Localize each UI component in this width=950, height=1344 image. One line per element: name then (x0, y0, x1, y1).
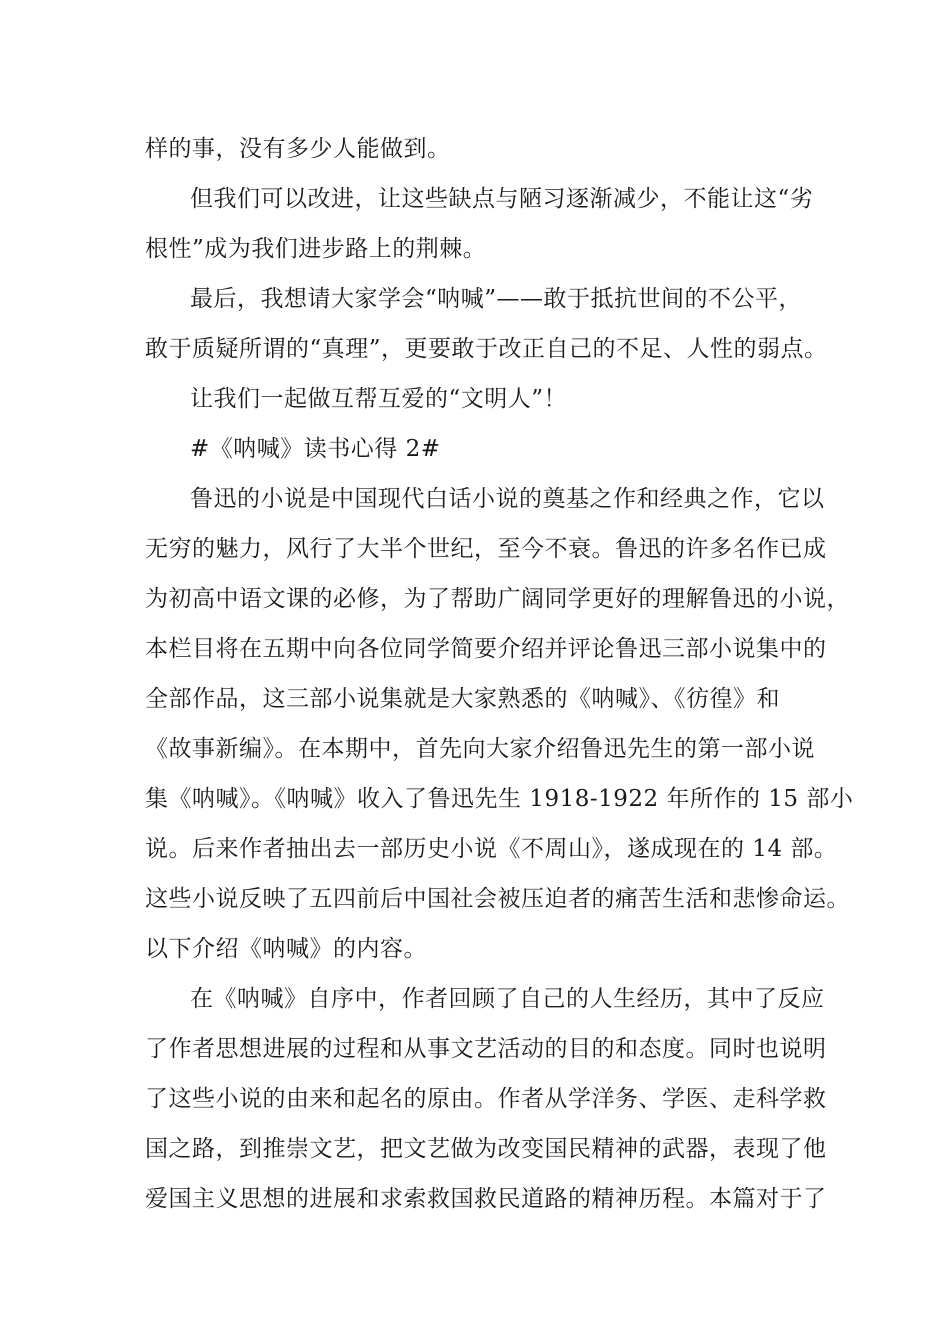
text-line: 了这些小说的由来和起名的原由。作者从学洋务、学医、走科学救 (145, 1086, 827, 1112)
text-line: 无穷的魅力，风行了大半个世纪，至今不衰。鲁迅的许多名作已成 (145, 536, 827, 562)
text-line: 为初高中语文课的必修，为了帮助广阔同学更好的理解鲁迅的小说， (145, 586, 850, 612)
text-line: 根性”成为我们进步路上的荆棘。 (145, 236, 487, 262)
paragraph-start-line: 最后，我想请大家学会“呐喊”——敢于抵抗世间的不公平， (190, 286, 803, 312)
paragraph-start-line: 在《呐喊》自序中，作者回顾了自己的人生经历，其中了反应 (190, 986, 825, 1012)
text-line: 敢于质疑所谓的“真理”，更要敢于改正自己的不足、人性的弱点。 (145, 336, 828, 362)
text-line: 说。后来作者抽出去一部历史小说《不周山》，遂成现在的 14 部。 (145, 836, 838, 862)
paragraph-start-line: 但我们可以改进，让这些缺点与陋习逐渐减少，不能让这“劣 (190, 186, 814, 212)
text-line: 国之路，到推崇文艺，把文艺做为改变国民精神的武器，表现了他 (145, 1136, 827, 1162)
text-line: 《故事新编》。在本期中，首先向大家介绍鲁迅先生的第一部小说 (145, 736, 815, 762)
text-line: 本栏目将在五期中向各位同学简要介绍并评论鲁迅三部小说集中的 (145, 636, 827, 662)
text-line: 以下介绍《呐喊》的内容。 (145, 936, 427, 962)
paragraph-start-line: 鲁迅的小说是中国现代白话小说的奠基之作和经典之作，它以 (190, 486, 825, 512)
text-line: 集《呐喊》。《呐喊》收入了鲁迅先生 1918-1922 年所作的 15 部小 (145, 786, 854, 812)
paragraph-start-line: 让我们一起做互帮互爱的“文明人”！ (190, 386, 568, 412)
text-line: 样的事，没有多少人能做到。 (145, 136, 451, 162)
section-heading: #《呐喊》读书心得 2# (190, 436, 441, 462)
text-line: 全部作品，这三部小说集就是大家熟悉的《呐喊》、《彷徨》和 (145, 686, 780, 712)
text-line: 了作者思想进展的过程和从事文艺活动的目的和态度。同时也说明 (145, 1036, 827, 1062)
text-line: 爱国主义思想的进展和求索救国救民道路的精神历程。本篇对于了 (145, 1186, 827, 1212)
text-line: 这些小说反映了五四前后中国社会被压迫者的痛苦生活和悲惨命运。 (145, 886, 850, 912)
